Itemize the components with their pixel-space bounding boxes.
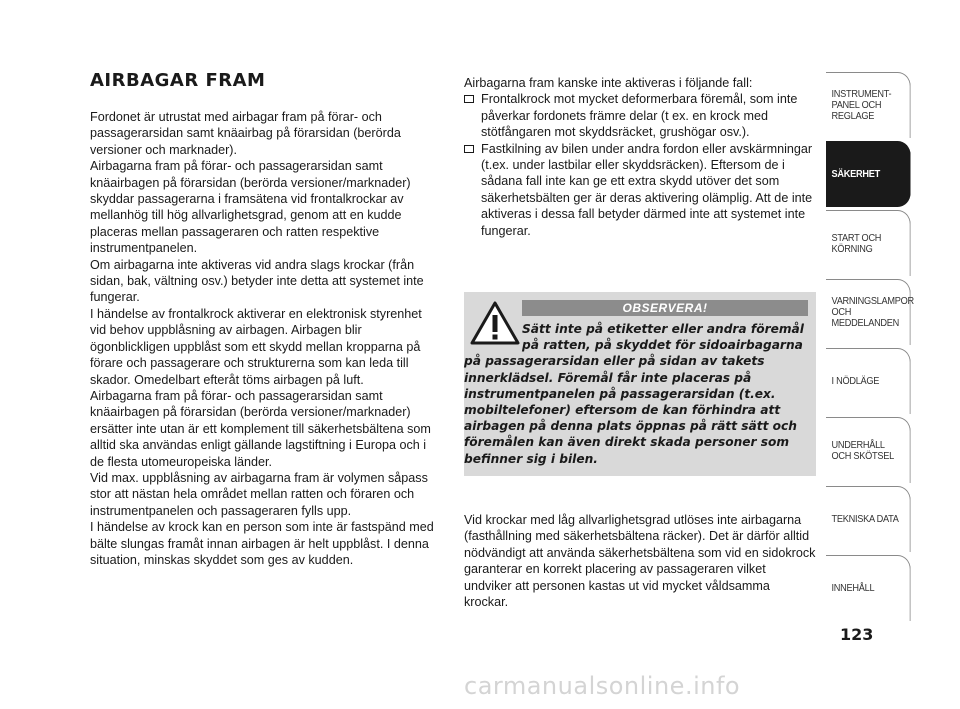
tab-label: VARNINGSLAMPOR OCH MEDDELANDEN bbox=[831, 296, 914, 329]
warning-lead: Sätt inte på etiketter eller andra föremål på ratten, på skyddet för sidoairbagarna bbox=[522, 322, 804, 353]
tab-label: INNEHÅLL bbox=[831, 583, 875, 594]
tab-start-korning[interactable] bbox=[826, 210, 911, 276]
page-title: AIRBAGAR FRAM bbox=[90, 70, 266, 91]
warning-text bbox=[464, 321, 808, 467]
tab-innehall[interactable] bbox=[826, 555, 911, 621]
checkbox-bullet-icon bbox=[464, 95, 474, 103]
paragraph: Vid max. uppblåsning av airbagarna fram är volymen såpass stor att nästan hela området mellan ratten och föraren och instrumentpanelen och passageraren fylls upp. bbox=[90, 470, 428, 518]
tab-label: UNDERHÅLL OCH SKÖTSEL bbox=[831, 439, 894, 462]
tab-varningslampor[interactable] bbox=[826, 279, 914, 345]
tab-label: I NÖDLÄGE bbox=[831, 376, 880, 387]
tab-i-nodlage[interactable] bbox=[826, 348, 911, 414]
tab-label: SÄKERHET bbox=[831, 169, 880, 180]
tab-label: START OCH KÖRNING bbox=[831, 232, 882, 255]
page-number: 123 bbox=[840, 625, 874, 644]
list-item bbox=[464, 91, 816, 140]
list-item-text: Fastkilning av bilen under andra fordon eller avskärmningar (t.ex. under lastbilar eller skyddsräcken). Eftersom de i sådana fall inte kan ge ett extra skydd utöver det som säkerhetsbälten ger är deras aktivering olämplig. Att de inte aktiveras i dessa fall betyder därmed inte att systemet inte fungerar. bbox=[481, 141, 813, 238]
right-column bbox=[464, 75, 816, 239]
list-intro: Airbagarna fram kanske inte aktiveras i följande fall: bbox=[464, 76, 753, 90]
paragraph: Vid krockar med låg allvarlighetsgrad utlöses inte airbagarna (fasthållning med säkerhetsbältena räcker). Det är därför alltid nödvändigt att använda säkerhetsbältena som vid en sidokrock garanterar en korrekt placering av passageraren vilket undviker att personen kastas ut vid mycket våldsamma krockar. bbox=[464, 513, 816, 610]
warning-header: OBSERVERA! bbox=[522, 300, 808, 316]
checkbox-bullet-icon bbox=[464, 145, 474, 153]
tab-underhall[interactable] bbox=[826, 417, 911, 483]
tab-label: TEKNISKA DATA bbox=[831, 514, 899, 525]
tab-sakerhet[interactable] bbox=[826, 141, 911, 207]
list-item bbox=[464, 141, 816, 239]
tab-instrumentpanel[interactable] bbox=[826, 72, 911, 138]
paragraph: Airbagarna fram på förar- och passagerarsidan samt knäairbagen på förarsidan (berörda versioner/marknader) ersätter inte utan är ett komplement till säkerhetsbältena som alltid ska användas enligt gällande lagstiftning i Europa och i de flesta utomeuropeiska länder. bbox=[90, 388, 431, 469]
paragraph: Om airbagarna inte aktiveras vid andra slags krockar (från sidan, bak, vältning osv.) betyder inte detta att systemet inte fungerar. bbox=[90, 257, 424, 305]
warning-box bbox=[464, 292, 816, 476]
tab-label: INSTRUMENT- PANEL OCH REGLAGE bbox=[831, 89, 892, 122]
left-column bbox=[90, 109, 437, 568]
paragraph: I händelse av krock kan en person som inte är fastspänd med bälte slungas framåt innan airbagen är helt uppblåst. I denna situation, minskas skyddet som ges av kudden. bbox=[90, 520, 434, 567]
chapter-tabs bbox=[826, 72, 918, 624]
tab-tekniska-data[interactable] bbox=[826, 486, 911, 552]
paragraph: I händelse av frontalkrock aktiverar en elektronisk styrenhet vid behov uppblåsning av airbagen. Airbagen blir ögonblickligen uppblåst som ett skydd mellan kropparna på förare och passagerare och strukturerna som kan leda till skador. Omedelbart efteråt töms airbagen på luft. bbox=[90, 306, 422, 387]
paragraph: Fordonet är utrustat med airbagar fram på förar- och passagerarsidan samt knäairbag på förarsidan (berörda versioner och marknader). bbox=[90, 110, 401, 157]
list-item-text: Frontalkrock mot mycket deformerbara föremål, som inte påverkar fordonets främre delar (t ex. en krock med stötfångaren mot skyddsräcket, grushögar osv.). bbox=[481, 92, 798, 140]
watermark: carmanualsonline.info bbox=[464, 672, 741, 700]
paragraph: Airbagarna fram på förar- och passagerarsidan samt knäairbagen på förarsidan (berörda versioner/marknader) skyddar passagerarna i framsätena vid frontalkrockar av mellanhög till hög allvarlighetsgrad, genom att en kudde placeras mellan passageraren och ratten respektive instrumentpanelen. bbox=[90, 159, 411, 256]
warning-rest: på passagerarsidan eller på sidan av takets innerklädsel. Föremål får inte placeras på instrumentpanelen på passagerarsidan (t.ex. mobiltelefoner) eftersom de kan förhindra att airbagen på denna plats öppnas på rätt sätt och föremålen kan även direkt skada personer som befinner sig i bilen. bbox=[464, 354, 797, 466]
